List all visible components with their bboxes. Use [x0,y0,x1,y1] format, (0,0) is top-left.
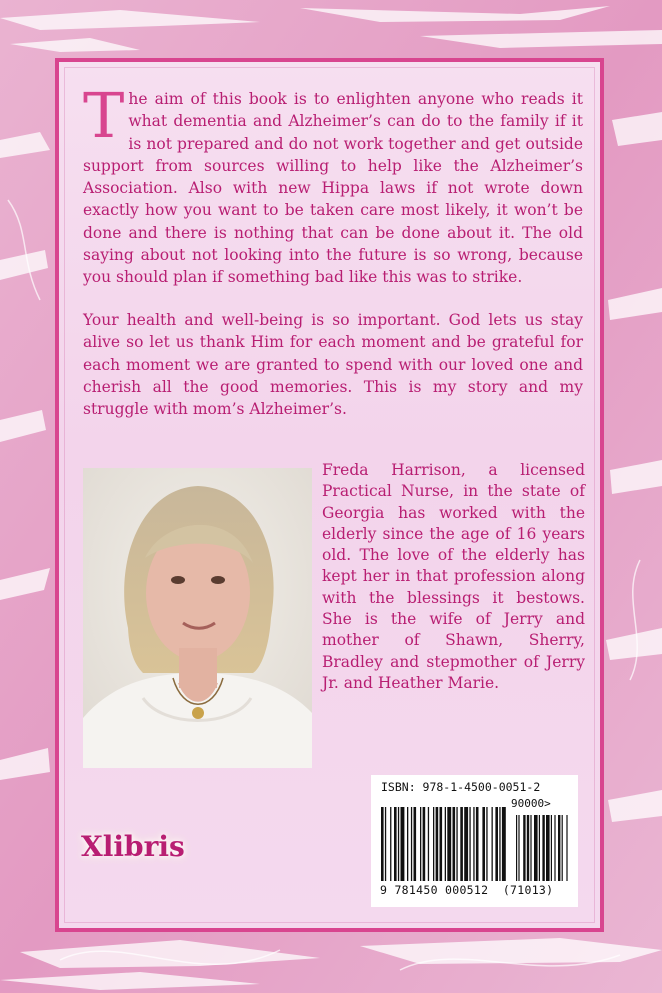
addon-bar [530,815,531,881]
barcode-bar [436,807,439,881]
author-photo [83,468,312,768]
barcode-bar [464,807,468,881]
barcode-bar [428,807,429,881]
barcode-bar [447,807,451,881]
barcode-bar [482,807,485,881]
description-paragraph-1-text: he aim of this book is to enlighten anyone who reads it what dementia and Alzheimer’s can do to the family if it is not prepared and do not work together and get outside support from sources willing to help like the Alzheimer’s Association. Also with new Hippa laws if not wrote down exactly how you want to be taken care most likely, it won’t be done and there is nothing that can be done about it. The old saying about not looking into the future is so wrong, because you should plan if something bad like this was to strike. [83,90,583,287]
description-paragraph-1 [83,79,583,289]
addon-bar [562,815,563,881]
price-code: 90000> [511,797,551,810]
barcode-bar [401,807,405,881]
barcode-bar [390,807,391,881]
addon-bar [527,815,529,881]
barcode-bar [433,807,434,881]
barcode-bar [456,807,457,881]
barcode-bar [381,807,384,881]
barcode-bar [486,807,487,881]
barcode-bar [473,807,474,881]
ean-digits: 9 781450 000512 [380,883,489,897]
isbn-label: ISBN: 978-1-4500-0051-2 [381,780,541,794]
addon-bar [518,815,519,881]
addon-bar [542,815,544,881]
barcode-bar [502,807,506,881]
barcode-bar [492,807,493,881]
addon-bar [554,815,555,881]
description-paragraph-2: Your health and well-being is so important. God lets us stay alive so let us thank Him for each moment and be grateful for each moment we are granted to spend with our loved one and cherish all the good memories. This is my story and my struggle with mom’s Alzheimer’s. [83,311,583,419]
barcode-bar [469,807,470,881]
barcode-bar [499,807,500,881]
barcode-bar [423,807,426,881]
barcode-bar [453,807,456,881]
barcode-bar [407,807,408,881]
barcode-bar [440,807,443,881]
barcode-bar [398,807,399,881]
barcode-bar [411,807,412,881]
addon-bar [539,815,540,881]
addon-bar [516,815,517,881]
addon-bar [523,815,525,881]
barcode-bar [495,807,498,881]
barcode-bar [460,807,463,881]
addon-bar [546,815,550,881]
barcode-digits [380,883,553,897]
barcode-bar [420,807,421,881]
addon-bar [551,815,552,881]
addon-bar [566,815,567,881]
barcode-bar [385,807,386,881]
barcode-bar [394,807,397,881]
addon-digits: (71013) [502,883,554,897]
barcode-bar [476,807,479,881]
addon-bar [558,815,560,881]
publisher-logo: Xlibris [81,830,185,863]
barcode-bars [379,807,571,883]
addon-bar [534,815,538,881]
author-bio: Freda Harrison, a licensed Practical Nurse, in the state of Georgia has worked with the elderly since the age of 16 years old. The love of the elderly has kept her in that profession along with the blessings it bestows. She is the wife of Jerry and mother of Shawn, Sherry, Bradley and stepmother of Jerry Jr. and Heather Marie. [322,461,585,692]
drop-cap-letter: T [83,79,125,152]
barcode-bar [445,807,446,881]
barcode-block [371,775,578,907]
barcode-bar [414,807,417,881]
